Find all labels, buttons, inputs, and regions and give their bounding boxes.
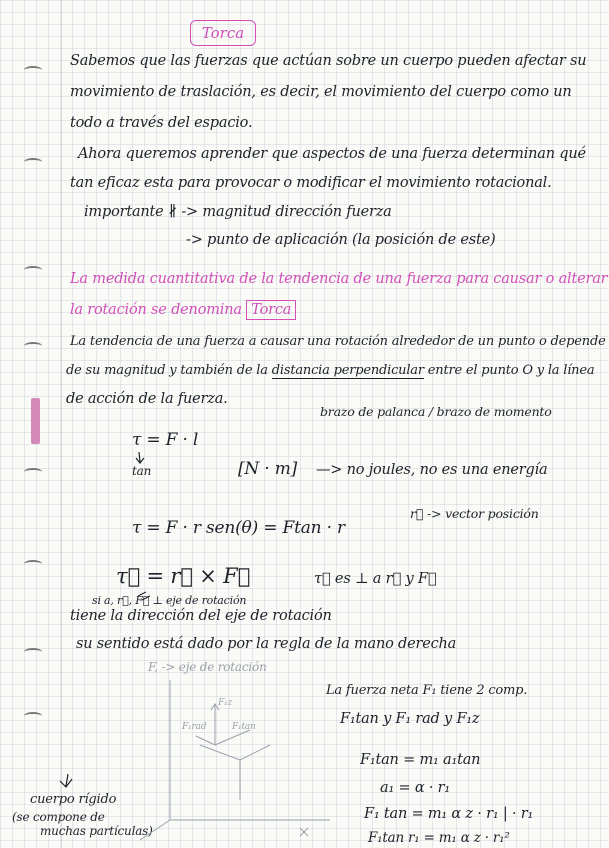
side-tab: [31, 398, 40, 444]
right-note-2: F₁tan y F₁ rad y F₁z: [340, 711, 480, 727]
formula-vector-note: r⃗ -> vector posición: [410, 506, 539, 521]
formula-torque-basic: τ = F · l: [132, 430, 199, 450]
faint-text: F, -> eje de rotación: [148, 660, 267, 674]
diagram-label-frad: F₁rad: [182, 722, 207, 732]
text-line-p1-3: todo a través del espacio.: [70, 115, 253, 131]
ring-hole-4: [24, 342, 42, 350]
ring-hole-8: [24, 712, 42, 720]
text-line-tendency-1: La tendencia de una fuerza a causar una rotación alrededor de un punto o depende: [70, 334, 606, 349]
text-line-p1-2: movimiento de traslación, es decir, el movimiento del cuerpo como un: [70, 84, 572, 100]
ring-hole-5: [24, 468, 42, 476]
tendency-underlined: distancia perpendicular: [271, 363, 424, 378]
ring-hole-2: [24, 158, 42, 166]
ring-hole-1: [24, 66, 42, 74]
tendency-post: entre el punto O y la línea: [427, 363, 595, 378]
bottom-note-1: cuerpo rígido: [30, 792, 117, 807]
bottom-note-3: muchas partículas): [40, 824, 153, 838]
tau-down-arrow-icon: [136, 452, 144, 463]
tendency-pre: de su magnitud y también de la: [66, 363, 268, 378]
right-equation-1: F₁tan = m₁ a₁tan: [360, 752, 481, 768]
text-line-tendency-3: de acción de la fuerza.: [66, 391, 228, 407]
formula-cross-sub: si a, r⃗, F⃗ ⊥ eje de rotación: [92, 594, 247, 607]
right-note-1: La fuerza neta F₁ tiene 2 comp.: [326, 683, 528, 698]
page-title: Torca: [190, 20, 256, 46]
formula-torque-sine: τ = F · r sen(θ) = Ftan · r: [132, 518, 345, 538]
text-line-p2-1: Ahora queremos aprender que aspectos de una fuerza determinan qué: [78, 146, 586, 162]
right-equation-4: F₁tan r₁ = m₁ α z · r₁²: [368, 830, 510, 846]
formula-units-note: —> no joules, no es una energía: [316, 462, 548, 478]
formula-cross-note: τ⃗ es ⊥ a r⃗ y F⃗: [314, 571, 437, 587]
formula-units: [N · m]: [238, 459, 298, 479]
text-line-important-2: -> punto de aplicación (la posición de este): [186, 232, 496, 248]
brazo-note: brazo de palanca / brazo de momento: [320, 404, 552, 419]
right-equation-3: F₁ tan = m₁ α z · r₁ | · r₁: [364, 806, 534, 822]
text-line-p2-2: tan eficaz esta para provocar o modificar el movimiento rotacional.: [70, 175, 552, 191]
text-line-important-1: importante ∦ -> magnitud dirección fuerza: [84, 204, 392, 220]
ring-hole-3: [24, 266, 42, 274]
definition-line-2: [70, 300, 296, 320]
formula-cross-product: τ⃗ = r⃗ × F⃗: [116, 564, 251, 588]
formula-tan-label: tan: [132, 464, 152, 478]
diagram-label-fz: F₁z: [218, 698, 232, 708]
sense-text: su sentido está dado por la regla de la mano derecha: [76, 636, 457, 652]
direction-text: tiene la dirección del eje de rotación: [70, 608, 332, 624]
ring-hole-7: [24, 648, 42, 656]
text-line-tendency-2: [66, 363, 594, 378]
definition-term-box: Torca: [246, 300, 296, 320]
text-line-p1-1: Sabemos que las fuerzas que actúan sobre un cuerpo pueden afectar su: [70, 53, 587, 69]
definition-text: la rotación se denomina: [70, 302, 242, 318]
bottom-note-2: (se compone de: [12, 810, 105, 824]
definition-line-1: La medida cuantitativa de la tendencia de una fuerza para causar o alterar: [70, 271, 608, 287]
margin-line: [61, 0, 62, 848]
diagram-label-ftan: F₁tan: [232, 722, 256, 732]
ring-hole-6: [24, 560, 42, 568]
force-components-diagram: [140, 680, 330, 840]
right-equation-2: a₁ = α · r₁: [380, 780, 450, 796]
